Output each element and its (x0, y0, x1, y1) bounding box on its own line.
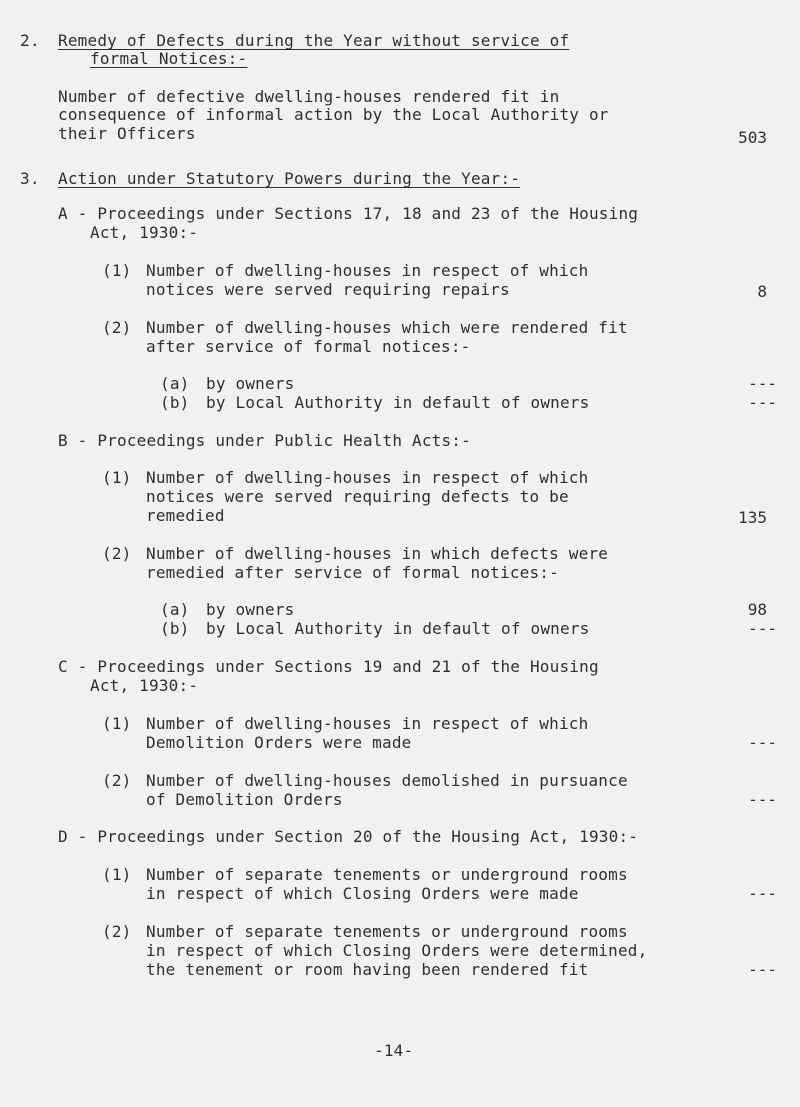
subsection-c-item-2-number: (2) (102, 771, 132, 790)
section-2-text-line-2: consequence of informal action by the Local Authority or (58, 105, 609, 124)
subsection-d-item-2-value: --- (748, 960, 777, 979)
subsection-a-sub-b-value: --- (748, 393, 777, 412)
section-2-text-line-1: Number of defective dwelling-houses rendered fit in (58, 87, 560, 106)
subsection-d-item-1-line-1: Number of separate tenements or underground rooms (146, 865, 628, 884)
subsection-a-sub-a-label: (a) (160, 374, 190, 393)
subsection-d-item-2-line-2: in respect of which Closing Orders were determined, (146, 941, 648, 960)
subsection-a-item-1-number: (1) (102, 261, 132, 280)
subsection-d-item-1-value: --- (748, 884, 777, 903)
subsection-b-item-2-number: (2) (102, 544, 132, 563)
subsection-a-sub-a-value: --- (748, 374, 777, 393)
subsection-b-item-1-line-1: Number of dwelling-houses in respect of which (146, 468, 589, 487)
subsection-a-item-1-value: 8 (757, 282, 767, 301)
subsection-b-sub-b-text: by Local Authority in default of owners (206, 619, 590, 638)
subsection-b-sub-a-text: by owners (206, 600, 295, 619)
subsection-b-item-1-line-2: notices were served requiring defects to be (146, 487, 569, 506)
subsection-d-item-1-number: (1) (102, 865, 132, 884)
subsection-a-item-2-line-2: after service of formal notices:- (146, 337, 471, 356)
subsection-d-item-2-number: (2) (102, 922, 132, 941)
subsection-b-item-2-line-1: Number of dwelling-houses in which defects were (146, 544, 609, 563)
subsection-b-sub-a-value: 98 (747, 600, 767, 619)
section-3-number: 3. (20, 169, 40, 188)
subsection-d-item-2-line-1: Number of separate tenements or underground rooms (146, 922, 628, 941)
subsection-c-item-1-value: --- (748, 733, 777, 752)
section-2-heading-line-2: formal Notices:- (90, 49, 248, 68)
subsection-d-item-2-line-3: the tenement or room having been rendered fit (146, 960, 589, 979)
subsection-c-item-2-line-2: of Demolition Orders (146, 790, 343, 809)
subsection-b-item-1-line-3: remedied (146, 506, 225, 525)
subsection-c-item-1-number: (1) (102, 714, 132, 733)
subsection-b-item-2-line-2: remedied after service of formal notices:- (146, 563, 559, 582)
subsection-a-sub-b-label: (b) (160, 393, 190, 412)
subsection-a-line-2: Act, 1930:- (90, 223, 199, 242)
subsection-c-item-2-line-1: Number of dwelling-houses demolished in pursuance (146, 771, 628, 790)
subsection-d-item-1-line-2: in respect of which Closing Orders were made (146, 884, 579, 903)
section-2-value: 503 (738, 128, 767, 147)
subsection-b-item-1-value: 135 (738, 508, 767, 527)
subsection-d-line-1: D - Proceedings under Section 20 of the Housing Act, 1930:- (58, 827, 639, 846)
subsection-c-line-2: Act, 1930:- (90, 676, 199, 695)
section-2-heading-line-1: Remedy of Defects during the Year without service of (58, 31, 570, 50)
subsection-b-sub-b-value: --- (748, 619, 777, 638)
page-number: -14- (374, 1041, 414, 1060)
subsection-b-sub-b-label: (b) (160, 619, 190, 638)
subsection-a-item-1-line-1: Number of dwelling-houses in respect of which (146, 261, 589, 280)
subsection-c-line-1: C - Proceedings under Sections 19 and 21 of the Housing (58, 657, 599, 676)
subsection-b-sub-a-label: (a) (160, 600, 190, 619)
subsection-a-sub-b-text: by Local Authority in default of owners (206, 393, 590, 412)
subsection-a-item-1-line-2: notices were served requiring repairs (146, 280, 510, 299)
section-3-heading: Action under Statutory Powers during the Year:- (58, 169, 521, 188)
subsection-b-line-1: B - Proceedings under Public Health Acts:- (58, 431, 471, 450)
subsection-b-item-1-number: (1) (102, 468, 132, 487)
section-2-number: 2. (20, 31, 40, 50)
subsection-c-item-2-value: --- (748, 790, 777, 809)
subsection-a-sub-a-text: by owners (206, 374, 295, 393)
subsection-a-item-2-line-1: Number of dwelling-houses which were rendered fit (146, 318, 628, 337)
subsection-c-item-1-line-1: Number of dwelling-houses in respect of which (146, 714, 589, 733)
section-2-text-line-3: their Officers (58, 124, 196, 143)
subsection-a-item-2-number: (2) (102, 318, 132, 337)
subsection-c-item-1-line-2: Demolition Orders were made (146, 733, 412, 752)
subsection-a-line-1: A - Proceedings under Sections 17, 18 and 23 of the Housing (58, 204, 639, 223)
